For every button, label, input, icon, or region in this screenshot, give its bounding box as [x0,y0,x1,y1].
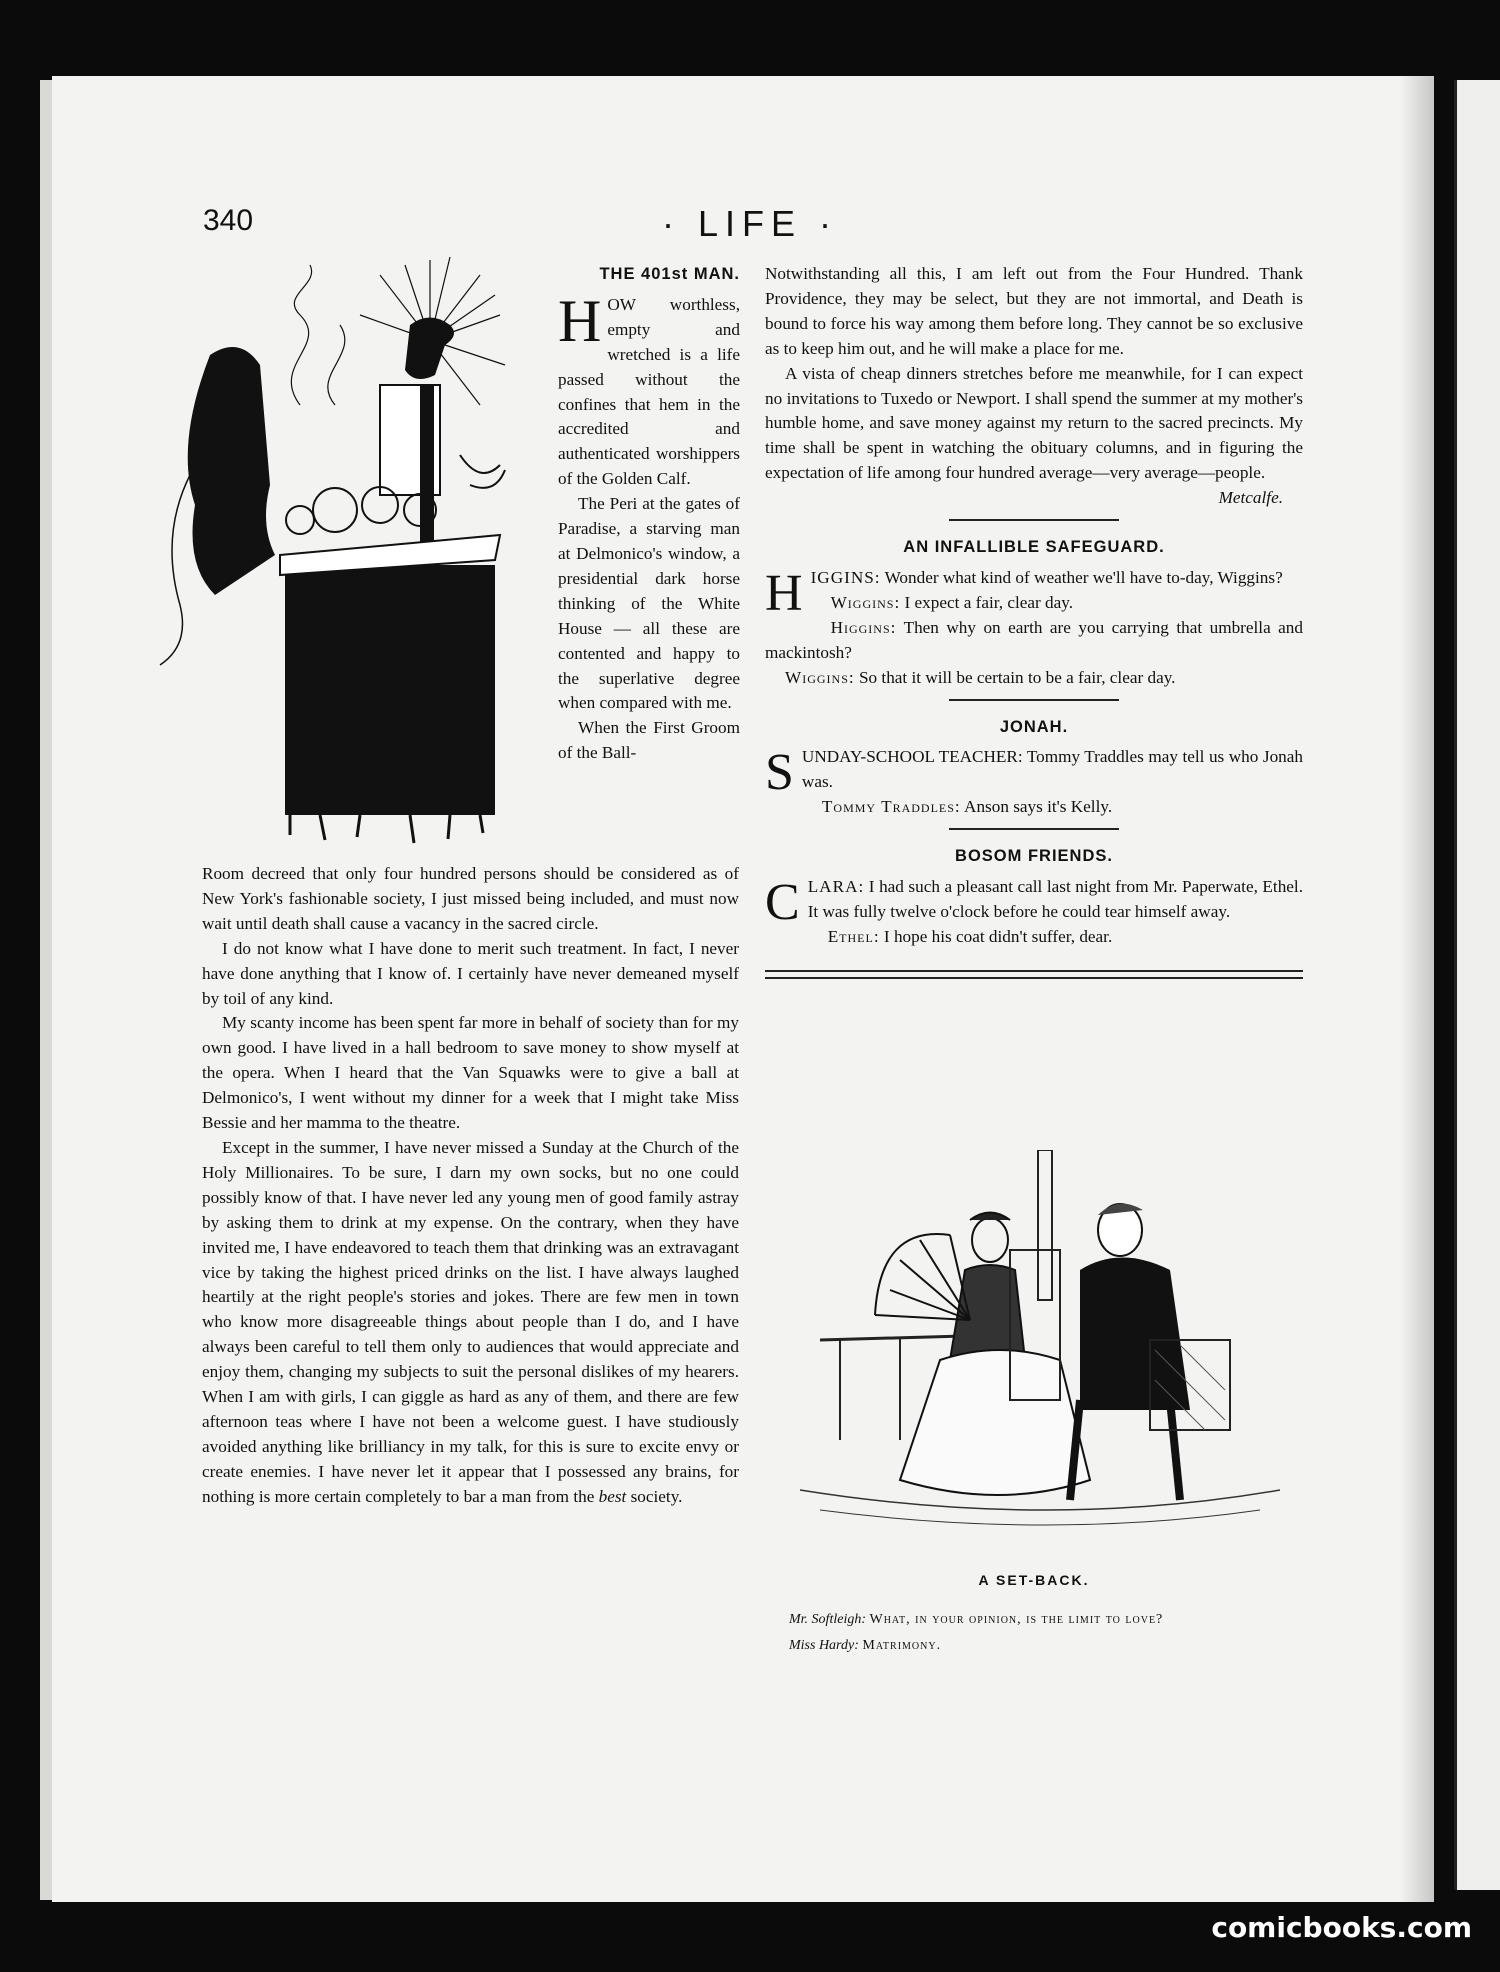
line-clara: I had such a pleasant call last night from Mr. Paperwate, Ethel. It was fully twelve o'clock before he could tear himself away. [807,877,1303,921]
speaker-ethel: Ethel: [827,926,880,946]
paragraph-6a: Except in the summer, I have never missed a Sunday at the Church of the Holy Millionaires. To be sure, I darn my own socks, but no one could possibly know of that. I have never led any young men of good family astray by asking them to drink at my expense. On the contrary, when they have invited me, I have endeavored to teach them that drinking was an extravagant vice by taking the highest priced drinks on the list. I have always laughed heartily at the right people's stories and jokes. There are few men in town who know more disagreeable things about people than I do, and I have always been careful to tell them only to audiences that would appreciate and enjoy them, changing my subjects to suit the personal dislikes of my hearers. When I am with girls, I can giggle as hard as any of them, and there are few afternoon teas where I have not been a welcome guest. I have studiously avoided anything like brilliancy in my talk, for this is sure to excite envy or create enemies. I have never let it appear that I possessed any brains, for nothing is more certain completely to bar a man from the [202,1137,739,1506]
section-divider [949,519,1119,521]
section-divider [949,699,1119,701]
spine-shadow [1400,76,1434,1902]
line-tommy: Anson says it's Kelly. [960,797,1113,817]
section-divider [949,828,1119,830]
paragraph-2: The Peri at the gates of Paradise, a starving man at Delmonico's window, a presidential dark horse thinking of the White House — all these are contented and happy to the superlative degree when compared with me. [558,494,740,713]
altar-block [285,565,495,815]
line-wiggins-2: So that it will be certain to be a fair, clear day. [854,667,1176,687]
woman-figure [188,347,275,595]
article-narrow-column [558,262,740,766]
right-paragraph-2: A vista of cheap dinners stretches before me meanwhile, for I can expect no invitations to Tuxedo or Newport. I shall spend the summer at my mother's humble home, and save money against my return to the sacred precincts. My time shall be spent in watching the obituary columns, and in figuring the expectation of life among four hundred average—very average—people. [765,363,1303,483]
site-watermark: comicbooks.com [1211,1911,1472,1944]
line-higgins-2: Then why on earth are you carrying that umbrella and mackintosh? [765,617,1303,662]
page-edge [40,80,52,1900]
line-higgins-1: Wonder what kind of weather we'll have to-day, Wiggins? [880,567,1283,587]
speaker-hardy: Miss Hardy: [789,1638,859,1653]
speaker-clara: LARA: [807,877,865,897]
cartoon-caption [765,1607,1303,1659]
speaker-tommy: Tommy Traddles: [821,797,961,817]
paragraph-1: OW worthless, empty and wretched is a life passed without the confines that hem in the accredited and authenticated worshippers of the Golden Calf. [558,294,740,489]
article-left-column [202,862,739,1510]
line-softleigh: What, in your opinion, is the limit to love? [869,1612,1164,1627]
dropcap-c: C [765,874,800,932]
speaker-higgins-2: Higgins: [830,617,897,637]
paragraph-3b: Room decreed that only four hundred persons should be considered as of New York's fashionable society, I just missed being included, and must now wait until death shall cause a vacancy in the sacred circle. [202,864,739,933]
page-number: 340 [203,204,254,237]
speaker-softleigh: Mr. Softleigh: [789,1612,866,1627]
paragraph-6 [202,1136,739,1510]
article-title-jonah: JONAH. [999,717,1069,736]
italic-best: best [598,1486,627,1506]
paragraph-6b: society. [626,1486,683,1506]
masthead-title: · LIFE · [661,203,838,244]
speaker-higgins: IGGINS: [810,567,881,587]
article-title-401st-man: THE 401st MAN. [599,265,740,283]
man-in-suit [1070,1204,1190,1500]
article-title-bosom-friends: BOSOM FRIENDS. [955,847,1113,866]
line-ethel: I hope his coat didn't suffer, dear. [879,926,1113,946]
cartoon-title: A SET-BACK. [978,1572,1090,1588]
article-title-safeguard: AN INFALLIBLE SAFEGUARD. [903,538,1165,557]
speaker-teacher: UNDAY-SCHOOL TEACHER: [801,747,1023,767]
line-wiggins-1: I expect a fair, clear day. [900,592,1074,612]
dropcap-s: S [765,744,794,802]
line-teacher: Tommy Traddles may tell us who Jonah was. [801,747,1303,792]
decorative-illustration [150,255,520,845]
right-paragraph-1: Notwithstanding all this, I am left out from the Four Hundred. Thank Providence, they may be select, but they are not immortal, and Death is bound to force his way among them before long. They cannot be so exclusive as to keep him out, and he will make a place for me. [765,264,1303,358]
facing-page-edge [1454,80,1500,1890]
cartoon-illustration [780,1150,1300,1550]
line-hardy: Matrimony. [862,1638,942,1653]
speaker-wiggins-2: Wiggins: [785,667,855,687]
paragraph-3a: When the First Groom of the Ball- [558,718,740,763]
article-right-column [765,262,1303,979]
signature: Metcalfe. [1218,488,1283,508]
woman-with-fan [875,1213,1090,1496]
paragraph-4: I do not know what I have done to merit such treatment. In fact, I never have done anything that I know of. I certainly have never demeaned myself by toil of any kind. [202,938,739,1008]
paragraph-5: My scanty income has been spent far more in behalf of society than for my own good. I have lived in a hall bedroom to save money to show myself at the opera. When I heard that the Van Squawks were to give a ball at Delmonico's, I went without my dinner for a week that I might take Miss Bessie and her mamma to the theatre. [202,1013,739,1133]
dropcap-h: H [558,287,602,354]
speaker-wiggins: Wiggins: [830,592,901,612]
golden-calf-figure [405,318,454,380]
dropcap-h2: H [765,564,803,622]
double-rule-divider [765,970,1303,979]
